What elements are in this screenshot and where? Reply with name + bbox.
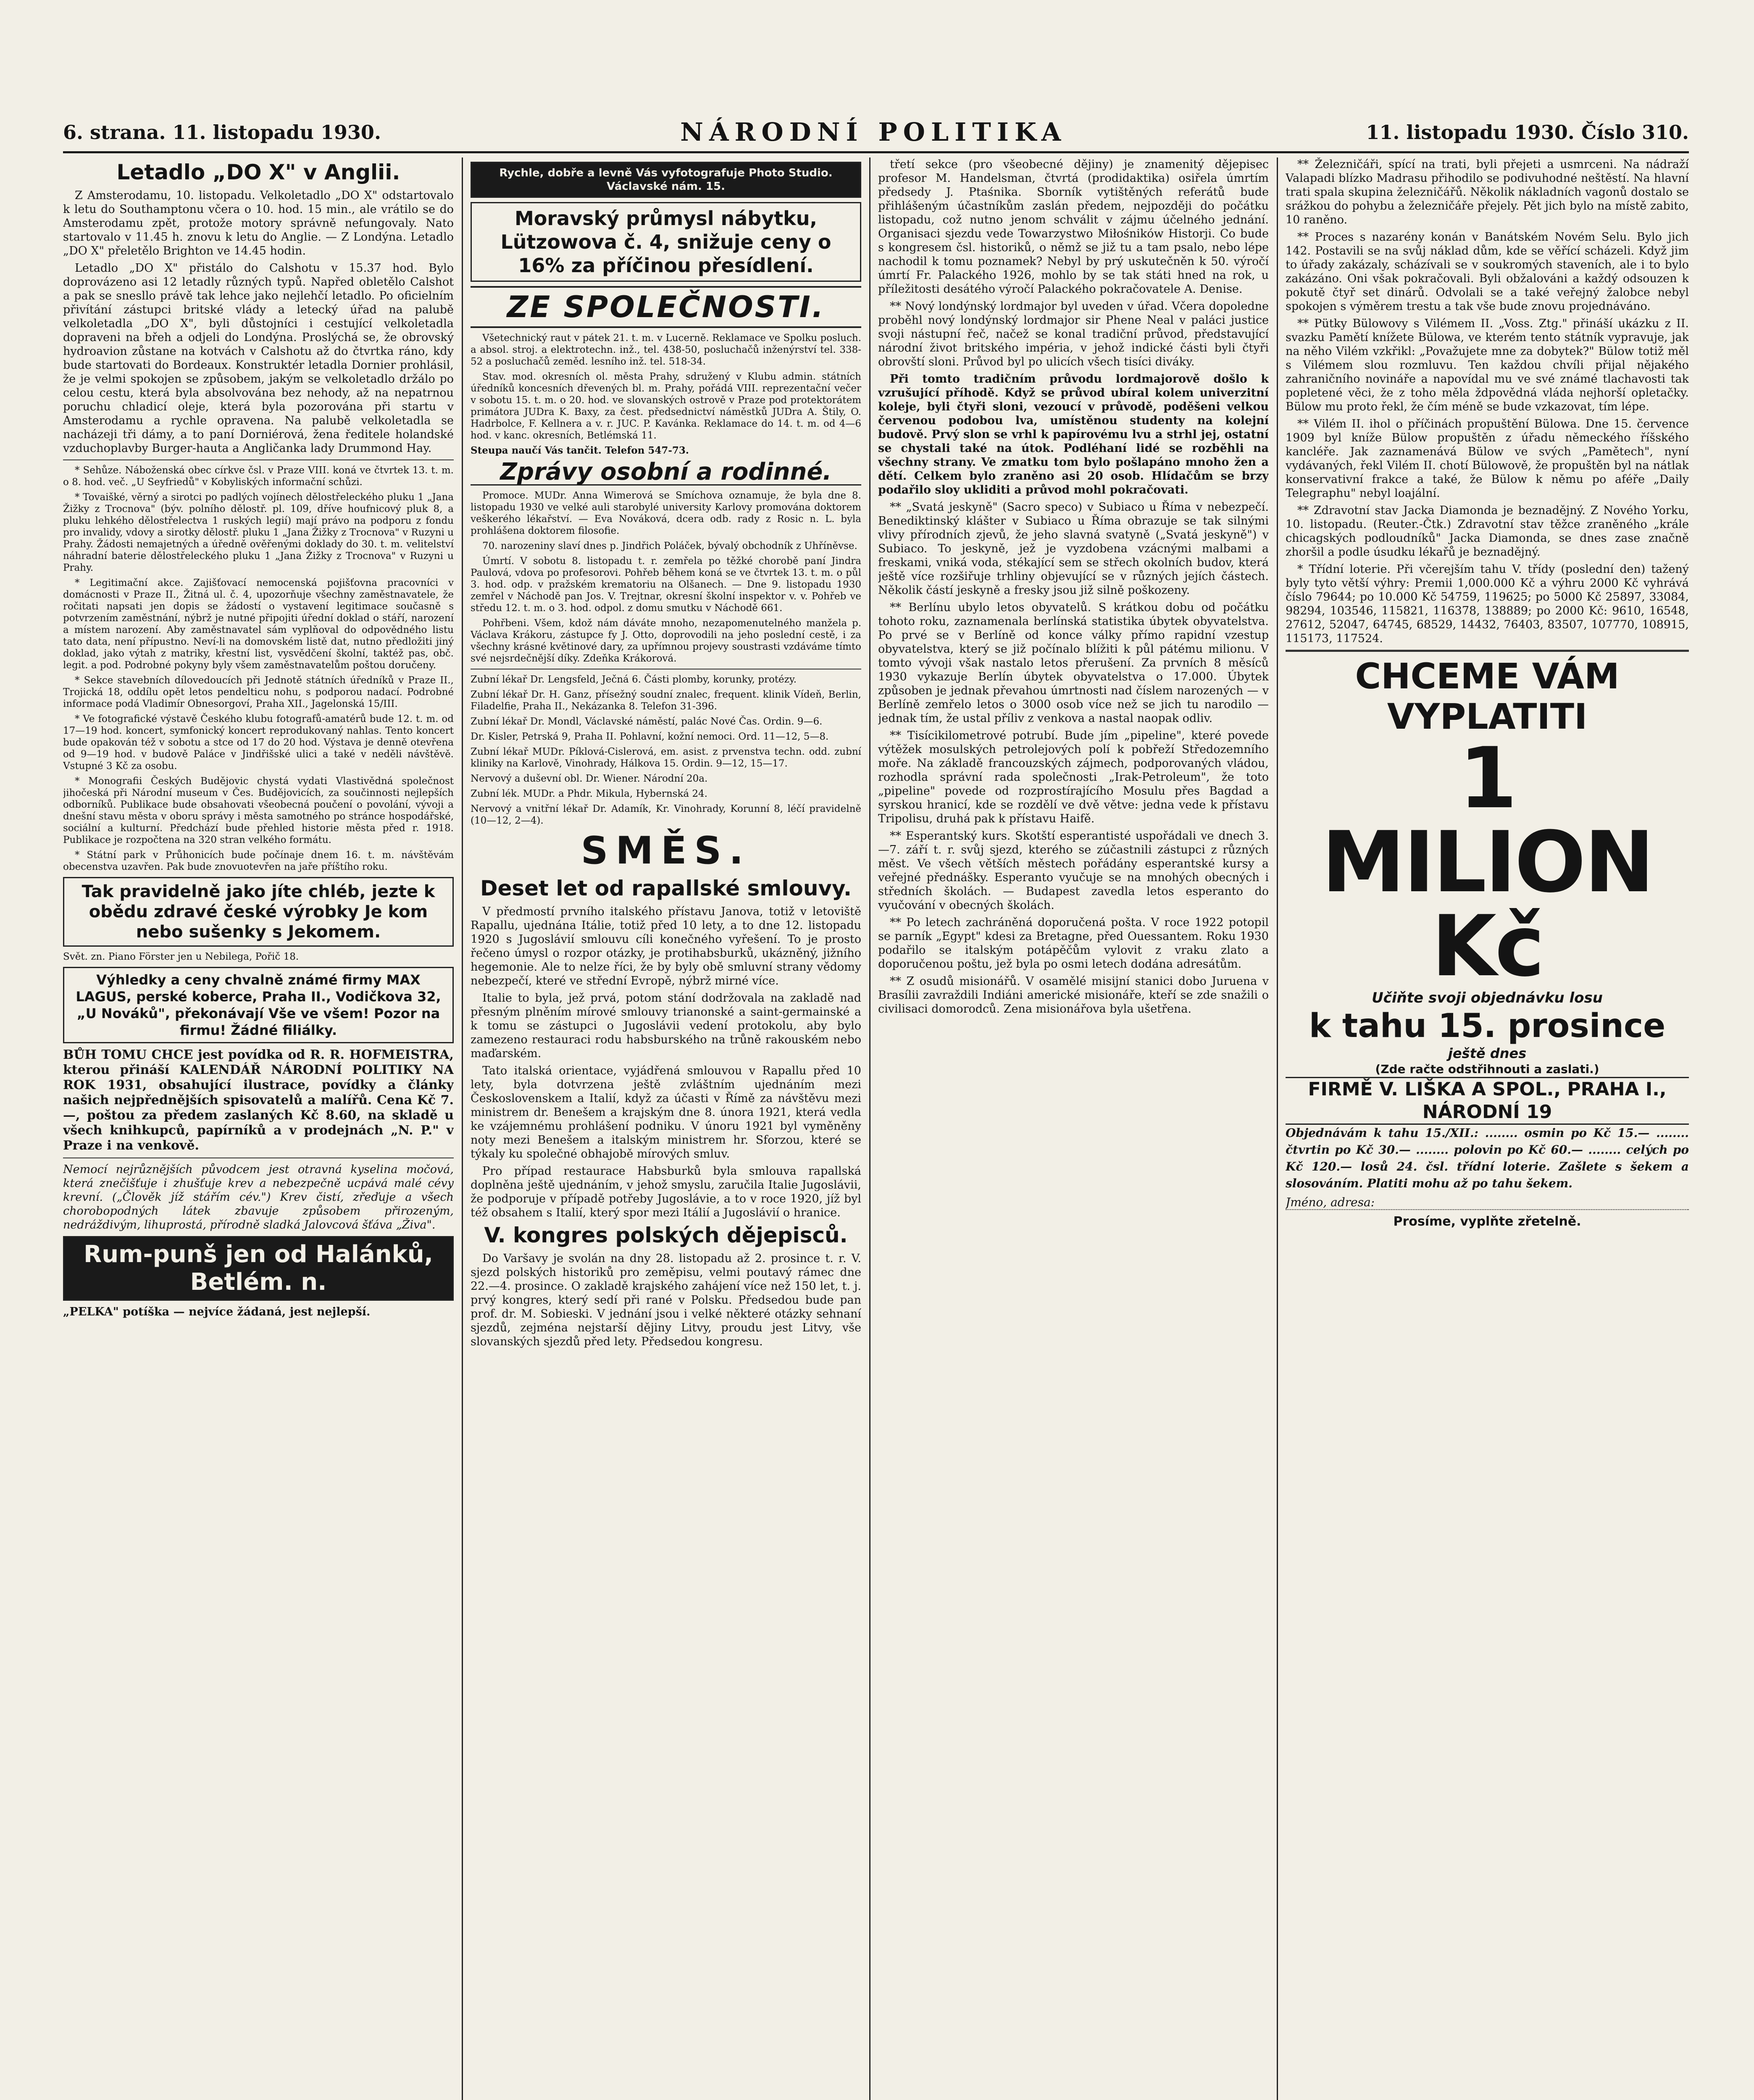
- article-paragraph: Letadlo „DO X" přistálo do Calshotu v 15.37 hod. Bylo doprovázeno asi 12 letadly různých typů. Napřed obletělo Calshot a pak se snesllo právě tak lehce jako nejlehčí letadlo. Po oficielním přivítání zástupci britské vlády a letecký úřad na palubě velkoletadla „DO X", byli důstojníci i cestující velkoletadla dopraveni na břeh a odjeli do Londýna. Proslýchá se, že obrovský hydroavion zůstane na kotvách v Calshotu až do čtvrtka ráno, kdy bude startovati do Bordeaux. Konstruktér letadla Dornier prohlásil, že je velmi spokojen se způsobem, jakým se velkoletadlo držálo po celou cestu, která byla absolvována bez nehody, až na nepatrnou poruchu chladicí oleje, která byla pozorována při startu v Amsterodamu a rychle opravena. Na palubě velkoletadla se nacházeji tři dámy, a to paní Dorniérová, žena ředitele holandské vzduchoplavby Burger-hauta a Angličanka lady Drummond Hay.: [63, 262, 454, 455]
- advertisement: Moravský průmysl nábytku, Lützowova č. 4, snižuje ceny o 16% za příčinou přesídlení.: [471, 202, 861, 282]
- article-paragraph: V předmostí prvního italského přístavu Janova, totiž v letoviště Rapallu, ujednána Itálie, totiž před 10 lety, a to dne 12. listopadu 1920 s Jugoslávií smlouvu cíli konečného vyřešení. To je prosto řečeno úmysl o rozpor otázky, je protihabsburků, ukázněný, jižního hegemonie. Ale to nelze říci, že by byly obě smluvní strany vědomy nebezpečí, které ve střední Evropě, nýbrž mirné více.: [471, 905, 861, 987]
- issue-date-number: 11. listopadu 1930. Číslo 310.: [1366, 121, 1689, 144]
- lottery-ad-text: ještě dnes: [1448, 1045, 1527, 1061]
- article-paragraph: Italie to byla, jež prvá, potom stání dodržovala na zakladě nad přesným plněním mírové smlouvy trianonské a saint-germainské a k tomu se zástupci o Jugoslávii vedení protokolu, aby bylo zamezeno restauraci rodu habsburského na trůně rakouském nebo maďarském.: [471, 992, 861, 1060]
- lottery-ad-text: Učiňte svoji objednávku losu: [1372, 990, 1603, 1006]
- article-paragraph: Do Varšavy je svolán na dny 28. listopadu až 2. prosince t. r. V. sjezd polských historiků pro zeměpisu, velmi poutavý rámec dne 22.—4. prosince. O zakladě krajského zahájení více než 150 let, t. j. prvý kongres, který sedí při rané v Polsku. Předsedou bude pan prof. dr. M. Sobieski. V jednání jsou i velké některé otázky sehnaní sjezdů, zejména nejstarší dějiny Litvy, proudu jest Litvy, vše slovanských sjezdů před lety. Předsedou kongresu.: [471, 1252, 861, 1348]
- lottery-ad-headline: CHCEME VÁM VYPLATITI: [1355, 656, 1620, 737]
- article-paragraph: ** Nový londýnský lordmajor byl uveden v úřad. Včera dopoledne proběhl nový londýnský lordmajor sir Phene Neal v paláci justice svoji nástupní řeč, načež se konal tradiční průvod, představující národní život britského impéria, v jehož indické části byli čtyři obrovští sloni. Průvod byl po ulicích všech tisíci diváky.: [878, 300, 1269, 368]
- article-paragraph: ** Proces s nazarény konán v Banátském Novém Selu. Bylo jich 142. Postavili se na svůj náklad dům, kde se věřící scházeli. Když jim to úřady zakázaly, scházívali se v soukromých staveních, ale i to bylo zakázáno. Oni však pokračovali. Byli obžalováni a každý odsouzen k pokutě čtyř set dinárů. Odvolali se a také veřejný žalobce nebyl spokojen s výměrem trestu a tak vše bude znovu projednáváno.: [1286, 231, 1689, 313]
- article-paragraph: ** Z osudů misionářů. V osamělé misijní stanici dobo Juruena v Brasílii zavraždili Indiáni americké misionáře, kteří se zde snažili o civilisaci domorodců. Zena misionářova byla ušetřena.: [878, 975, 1269, 1016]
- article-paragraph: 70. narozeniny slaví dnes p. Jindřich Poláček, bývalý obchodník z Uhříněvse.: [482, 541, 857, 551]
- article-paragraph: Všetechnický raut v pátek 21. t. m. v Lucerně. Reklamace ve Spolku posluch. a absol. stroj. a elektrotechn. inž., tel. 438-50, posluchačů inženýrství tel. 338-52 a posluchačů zeměd. lesního inž. tel. 518-34.: [471, 333, 861, 367]
- article-paragraph: Pro případ restaurace Habsburků byla smlouva rapallská doplněna ještě ujednáním, v jehož smyslu, zaručila Italie Jugoslávii, že podporuje v případě potřeby Jugoslávie, a to v roce 1920, jíž byl též obsahem s Italií, který spor mezi Itálií a Jugoslávií o hranice.: [471, 1165, 861, 1219]
- article-paragraph: Promoce. MUDr. Anna Wimerová se Smíchova oznamuje, že byla dne 8. listopadu 1930 ve velké auli starobylé university Karlovy promována doktorem veškerého lékařství. — Eva Nováková, dcera odb. rady z Rosic n. L. byla prohlášena doktorem filosofie.: [471, 490, 861, 536]
- column-2: [471, 158, 861, 2100]
- article-paragraph: ** Pütky Bülowovy s Vilémem II. „Voss. Ztg." přináší ukázku z II. svazku Pamětí knížete Bülowa, ve kterém tento státník vypravuje, jak na něho Vilém vzkřikl: „Považujete mne za dobytek?" Bülow totiž měl s Vilémem slou rozmluvu. Ten každou chvíli přijal nějakého zahraničního novináře a napovídal mu ve své známé tlachavosti tak popletené věci, že z toho měla ždpovědná vláda nejhorší opletačky. Bülow mu proto řekl, že čím méně se bude vzkazovat, tím lépe.: [1286, 317, 1689, 413]
- separator: [63, 459, 454, 460]
- advertisement: „PELKA" potíška — nejvíce žádaná, jest nejlepší.: [63, 1305, 371, 1318]
- article-paragraph: ** „Svatá jeskyně" (Sacro speco) v Subiaco u Říma v nebezpečí. Benediktinský klášter v Subiaco u Říma obrazuje se tak silnými vlivy přírodních zjevů, že jeho slavná svatyně („Svatá jeskyně") v Subiaco. To jeskyně, jež je vyzdobena vzácnými malbami a freskami, vniká voda, stékající sem se střech okolních budov, která ještě více rozšiřuje trhliny objevující se v různých jejích částech. Několik částí jeskyně a fresky jsou již silně poškozeny.: [878, 501, 1269, 597]
- article-title: V. kongres polských dějepisců.: [484, 1223, 848, 1247]
- article-paragraph: ** Po letech zachráněná doporučená pošta. V roce 1922 potopil se parník „Egypt" kdesi za Bretagne, před Ouessantem. Roku 1930 podařilo se italským potápěčům vylovit z vraku zlato a doporučenou poštu, jež byla po osmi letech dodána adresátům.: [878, 916, 1269, 971]
- column-4: [1286, 158, 1689, 2100]
- notice-paragraph: * Sehůze. Náboženská obec církve čsl. v Praze VIII. koná ve čtvrtek 13. t. m. o 8. hod. več. „U Seyfriedů" v Kobyliských informační schůzi.: [63, 465, 454, 488]
- article-title: Letadlo „DO X" v Anglii.: [116, 160, 400, 184]
- doctor-listing: Zubní lékař Dr. Mondl, Václavské náměstí, palác Nové Čas. Ordin. 9—6.: [471, 716, 823, 727]
- advertisement: Rychle, dobře a levně Vás vyfotografuje Photo Studio. Václavské nám. 15.: [471, 162, 861, 198]
- article-paragraph: ** Tisícikilometrové potrubí. Bude jím „pipeline", které povede výtěžek mosulských petrolejových polí k pobřeží Středozemního moře. Na základě francouzských zájmech, podporovaných vládou, rozhodla správní rada společnosti „Irak-Petroleum", že toto „pipeline" povede od rozprostírajícího Mosulu přes Bagdad a syrskou hranicí, kde se rozdělí ve dvě větve: jedna vede k přístavu Tripolisu, druhá pak k přístavu Haifě.: [878, 729, 1269, 825]
- section-title: ZE SPOLEČNOSTI.: [471, 286, 861, 328]
- advertisement: Svět. zn. Piano Förster jen u Nebilega, Pořič 18.: [63, 951, 299, 962]
- column-divider: [869, 158, 870, 2100]
- column-divider: [462, 158, 463, 2100]
- doctor-listing: Nervový a duševní obl. Dr. Wiener. Národní 20a.: [471, 773, 708, 784]
- doctor-listing: Zubní lék. MUDr. a Phdr. Mikula, Hybernská 24.: [471, 788, 707, 799]
- doctor-listing: Zubní lékař MUDr. Píklová-Cislerová, em. asist. z prvenstva techn. odd. zubní kliniky na Karlově, Vinohrady, Hálkova 15. Ordin. 9—12, 15—17.: [471, 746, 861, 769]
- page-header: [63, 113, 1689, 153]
- notice-paragraph: * Monografii Českých Budějovic chystá vydati Vlastivědná společnost jihočeská při Národní museum v Čes. Budějovicích, za součinnosti nejlepších odborníků. Publikace bude obsahovati všeobecná poučení o povolání, vývoji a dnešní stavu města v oboru správy i města samotného po stránce hospodářské, sociální a kulturní. Předchází bude přehled historie města před r. 1918. Publikace je rozpočtena na 320 stran velkého formátu.: [63, 776, 454, 845]
- lottery-form-name-field: Jméno, adresa:: [1286, 1195, 1689, 1210]
- notice-paragraph: * Státní park v Průhonicích bude počínaje dnem 16. t. m. návštěvám obecenstva uzavřen. Pak bude znovuotevřen na jaře příštího roku.: [63, 850, 454, 872]
- doctor-listing: Dr. Kisler, Petrská 9, Praha II. Pohlavní, kožní nemoci. Ord. 11—12, 5—8.: [471, 731, 829, 742]
- lottery-ad-amount: 1 MILION Kč: [1321, 730, 1653, 995]
- notice-paragraph: * Ve fotografické výstavě Českého klubu fotografů-amatérů bude 12. t. m. od 17—19 hod. koncert, symfonický koncert reprodukovaný nahlas. Tento koncert bude opakován též v sobotu a stce od 17 do 20 hod. Výstava je denně otevřena od 9—19 hod. v budově Paláce v Jindřišské ulici a také v neděli návštěvě. Vstupné 3 Kč za osobu.: [63, 714, 454, 772]
- notice-paragraph: * Tovaišké, věrný a sirotci po padlých vojínech dělostřeleckého pluku 1 „Jana Žižky z Trocnova" (býv. polního dělostř. pl. 109, dříve houfnicový pluk 8, a pluku lehkého dělostřelectva 1 ruských legií) mají právo na podporu z fondu pro invalidy, vdovy a sirotky dělostř. pluku 1 „Jana Žižky z Trocnova" v Ruzyni u Prahy. Žádosti nemajetných a úředně ověřenými doklady do 30. t. m. velitelství náhradní baterie dělostřeleckého pluku 1 „Jana Žižky z Trocnova" v Ruzyni u Prahy.: [63, 492, 454, 573]
- column-divider: [1277, 158, 1278, 2100]
- column-3: [878, 158, 1269, 2100]
- article-paragraph: ** Vilém II. ihol o příčinách propuštění Bülowa. Dne 15. července 1909 byl kníže Bülow propuštěn z úřadu německého říšského kancléře. Jak zaznamenává Bülow ve svých „Pamětech", nyní vydávaných, řekl Vilém II. chotí Bülowově, že propuštěn byl na nátlak konservativní frakce a také, že Bülow k němu po aféře „Daily Telegraphu" nebyl loajální.: [1286, 417, 1689, 500]
- lottery-ad-date: k tahu 15. prosince: [1309, 1007, 1666, 1045]
- article-title: Deset let od rapallské smlouvy.: [480, 876, 852, 900]
- article-paragraph: Z Amsterodamu, 10. listopadu. Velkoletadlo „DO X" odstartovalo k letu do Southamptonu včera o 10. hod. 15 min., ale vrátilo se do Amsterodamu zpět, protože motory správně nefungovaly. Nato startovalo v 11.45 h. znovu k letu do Anglie. — Z Londýna. Letadlo „DO X" přeletělo Brighton ve 14.45 hodin.: [63, 189, 454, 257]
- notice-paragraph: * Sekce stavebních dílovedoucích při Jednotě státních úředníků v Praze II., Trojická 18, oddílu opět letos pendelticu nohu, s podporou nadací. Podrobné informace podá Vladimír Obnesorgoví, Praha XII., Jagelonská 15/III.: [63, 675, 454, 709]
- article-paragraph: Úmrtí. V sobotu 8. listopadu t. r. zemřela po těžké chorobě paní Jindra Paulová, vdova po profesorovi. Pohřeb během koná se ve čtvrtek 13. t. m. o půl 3. hod. odp. v pražském krematoriu na Olšanech. — Dne 9. listopadu 1930 zemřel v Náchodě pan Jos. V. Trejtnar, okresní školní inspektor v. v. Pohřeb ve středu 12. t. m. o 3. hod. odpol. z domu smutku v Náchodě 661.: [471, 556, 861, 614]
- doctor-listing: Zubní lékař Dr. Lengsfeld, Ječná 6. Části plomby, korunky, protézy.: [471, 674, 797, 685]
- article-paragraph: ** Esperantský kurs. Skotští esperantisté uspořádali ve dnech 3.—7. září t. r. svůj sjezd, kterého se zúčastnili zástupci z různých měst. Ve všech větších městech pořádány esperantské kursy a veřejné přednášky. Esperanto vyučuje se na mnohých obecných i středních školách. — Budapest zavedla letos esperanto do vyučování v obecných školách.: [878, 830, 1269, 912]
- article-paragraph: Stav. mod. okresních ol. města Prahy, sdružený v Klubu admin. státních úředníků koncesních dřevených bl. m. Prahy, pořádá VIII. reprezentační večer v sobotu 15. t. m. o 20. hod. ve slovanských ostrově v Praze pod protektorátem primátora JUDra K. Baxy, za čest. předsednictví náměstků JUDra A. Štily, O. Hadrbolce, F. Kellnera a v. r. JUC. P. Kavánka. Reklamace do 14. t. m. od 4—6 hod. v kanc. okresních, Betlémská 11.: [471, 371, 861, 441]
- doctor-listing: Nervový a vnitřní lékař Dr. Adamík, Kr. Vinohrady, Korunní 8, léčí pravidelně (10—12, 2—4).: [471, 803, 861, 826]
- article-paragraph: ** Zdravotní stav Jacka Diamonda je beznadějný. Z Nového Yorku, 10. listopadu. (Reuter.-Čtk.) Zdravotní stav těžce zraněného „krále chicagských podloudníků" Jacka Diamonda, se dnes zase značně zhoršil a podle úsudku lékařů je beznadějný.: [1286, 504, 1689, 559]
- article-paragraph: Pohřbeni. Všem, kdož nám dáváte mnoho, nezapomenutelného manžela p. Václava Krákoru, zástupce fy J. Otto, doprovodili na jeho poslední cestě, i za všechny krásné květinové dary, za upřímnou projevy soustrasti vzdáváme tímto své nejsrdečnější díky. Zdeňka Krákorová.: [471, 618, 861, 664]
- advertisement: Tak pravidelně jako jíte chléb, jezte k obědu zdravé české výrobky Je kom nebo sušenky s Jekomem.: [63, 877, 454, 947]
- lottery-ad-note: Prosíme, vyplňte zřetelně.: [1393, 1214, 1581, 1229]
- article-paragraph: * Třídní loterie. Při včerejším tahu V. třídy (poslední den) tažený byly tyto větší výhry: Premii 1,000.000 Kč a výhru 2000 Kč vyhrává číslo 79644; po 10.000 Kč 54759, 119625; po 5000 Kč 25897, 33084, 98294, 103546, 115821, 116378, 138889; po 2000 Kč: 9610, 16548, 27612, 52047, 64745, 68529, 14432, 76403, 83507, 107770, 108915, 115173, 117524.: [1286, 563, 1689, 645]
- advertisement: BŮH TOMU CHCE jest povídka od R. R. HOFMEISTRA, kterou přináší KALENDÁŘ NÁRODNÍ POLITIKY NA ROK 1931, obsahující ilustrace, povídky a články našich nejpřednějších spisovatelů a malířů. Cena Kč 7.—, poštou za předem zaslaných Kč 8.60, na skladě u všech knihkupců, papírníků a v prodejnách „N. P." v Praze i na venkově.: [63, 1047, 454, 1153]
- section-title: SMĚS.: [581, 829, 751, 873]
- notice-paragraph: * Legitimační akce. Zajišťovací nemocenská pojišťovna pracovníci v domácnosti v Praze II., Žitná ul. č. 4, upozorňuje všechny zaměstnavatele, že ročitati napsati jen dopis se žádostí o vystavení legitimace současně s potvrzením zaměstnání, nýbrž je nutné připojiti úřední doklad o stáří, narození a místem narození. Aby zaměstnavatel sám vyplňoval do odpovědného listu tato data, není přípustno. Neví-li na domovském listě dat, nutno předložiti jiný doklad, jako výtah z matriky, křestní list, vysvědčení školní, taktéž pas, obč. legit. a pod. Podrobné pokyny byly všem zaměstnavatelům poštou doručeny.: [63, 578, 454, 671]
- advertisement: Steupa naučí Vás tančit. Telefon 547-73.: [471, 445, 689, 456]
- page-number-date: 6. strana. 11. listopadu 1930.: [63, 121, 381, 144]
- advertisement: Nemocí nejrůznějších původcem jest otravná kyselina močová, která znečišťuje i zhušťuje krev a nebezpečně ucpává malé cévy krevní. („Člověk jíž stářím cév.") Krev čistí, zřeďuje a všech chorobopodných látek zbavuje způsobem přirozeným, nedráždivým, lihuprostá, přírodně sladká Jalovcová šťáva „Živa".: [63, 1163, 454, 1231]
- article-paragraph: ** Železničáři, spící na trati, byli přejeti a usmrceni. Na nádraží Valapadi blízko Madrasu přihodilo se podivuhodné neštěstí. Na hlavní trati spala skupina železničářů. Několik nákladních vagonů dostalo se srážkou do pohybu a železničáře přejely. Pět jich bylo na místě zabito, 10 raněno.: [1286, 158, 1689, 226]
- advertisement: Rum-punš jen od Halánků, Betlém. n.: [63, 1236, 454, 1301]
- section-title: Zprávy osobní a rodinné.: [471, 460, 861, 486]
- separator: [1286, 650, 1689, 652]
- article-paragraph: třetí sekce (pro všeobecné dějiny) je znamenitý dějepisec profesor M. Handelsman, čtvrtá (prodidaktika) osiřela úmrtím předsedy J. Ptaśnika. Sborník vytištěných referátů bude přihlášeným účastníkům zaslán předem, nejpozději do počátku listopadu, což nutno jenom schválit v zájmu účelného jednání. Organisaci sjezdu vede Towarzystwo Miłośników Historji. Co bude s kongresem čsl. historiků, o němž se již tu a tam psalo, nebo lépe nachodil k tomu poznamek? Nebyl by prý uskutečněn k 50. výročí úmrtí Fr. Palackého 1926, mohlo by se tak státi hned na rok, u příležitosti desátého výročí Palackého pokračovatele A. Denise.: [878, 158, 1269, 296]
- article-paragraph: Při tomto tradičním průvodu lordmajorově došlo k vzrušující příhodě. Když se průvod ubíral kolem univerzitní koleje, byli čtyři sloni, vezoucí v průvodě, poděšeni velkou červenou podobou lva, umístěnou studenty na kolejní budově. Prvý slon se vrhl k papírovému lvu a strhl jej, ostatní se chystali také na útok. Podléhaní lidé se rozběhli na všechny strany. Ve zmatku tom bylo pošlapáno mnoho žen a dětí. Celkem bylo zraněno asi 20 osob. Hlídačům se brzy podařilo sloy ukliditi a průvod mohl pokračovati.: [878, 373, 1269, 496]
- newspaper-title: NÁRODNÍ POLITIKA: [680, 118, 1067, 147]
- advertisement: Výhledky a ceny chvalně známé firmy MAX LAGUS, perské koberce, Praha II., Vodičkova 32, „U Nováků", překonávají Vše ve všem! Pozor na firmu! Žádné filiálky.: [63, 967, 454, 1043]
- lottery-ad-firm: FIRMĚ V. LIŠKA A SPOL., PRAHA I., NÁRODNÍ 19: [1286, 1077, 1689, 1125]
- lottery-order-form: Objednávám k tahu 15./XII.: ........ osmin po Kč 15.— ........ čtvrtin po Kč 30.— ........ polovin po Kč 60.— ........ celých po Kč 120.— losů 24. čsl. třídní loterie. Zašlete s šekem a slosováním. Platiti mohu až po tahu šekem.: [1286, 1126, 1689, 1190]
- doctor-listing: Zubní lékař Dr. H. Ganz, přísežný soudní znalec, frequent. klinik Vídeň, Berlin, Filadelfie, Praha II., Nekázanka 8. Telefon 31-396.: [471, 689, 861, 712]
- lottery-ad-cut-note: (Zde račte odstřihnouti a zaslati.): [1375, 1062, 1599, 1076]
- column-1: [63, 158, 454, 2100]
- article-paragraph: Tato italská orientace, vyjádřená smlouvou v Rapallu před 10 lety, byla dotvrzena ještě zvláštním ujednáním mezi Československem a Italií, když za účasti v Římě za návštěvu mezi ministrem dr. Benešem a krajským dne 8. února 1921, která vedla ke vzájemnému prohlášení podniku. V únoru 1921 byl vyměněny noty mezi Benešem a italským ministrem hr. Sforzou, které se týkaly ku společné obhajobě mírových smluv.: [471, 1064, 861, 1160]
- article-paragraph: ** Berlínu ubylo letos obyvatelů. S krátkou dobu od počátku tohoto roku, zaznamenala berlínská statistika úbytek obyvatelstva. Po prvé se v Berlíně od konce války přímo rapidní vzestup obyvatelstva, který se již počínalo blížiti k půl pátému milionu. V tomto vývoji však nastalo letos přerušení. Za prvních 8 měsíců 1930 vykazuje Berlín úbytek obyvatelstva o 17.000. Úbytek způsoben je jednak převahou úmrtnosti nad číslem narozených — v Berlíně zemřelo letos o 3000 osob více než se jich tu narodilo — jednak tím, že ustal příliv z venkova a nastal naopak odliv.: [878, 601, 1269, 725]
